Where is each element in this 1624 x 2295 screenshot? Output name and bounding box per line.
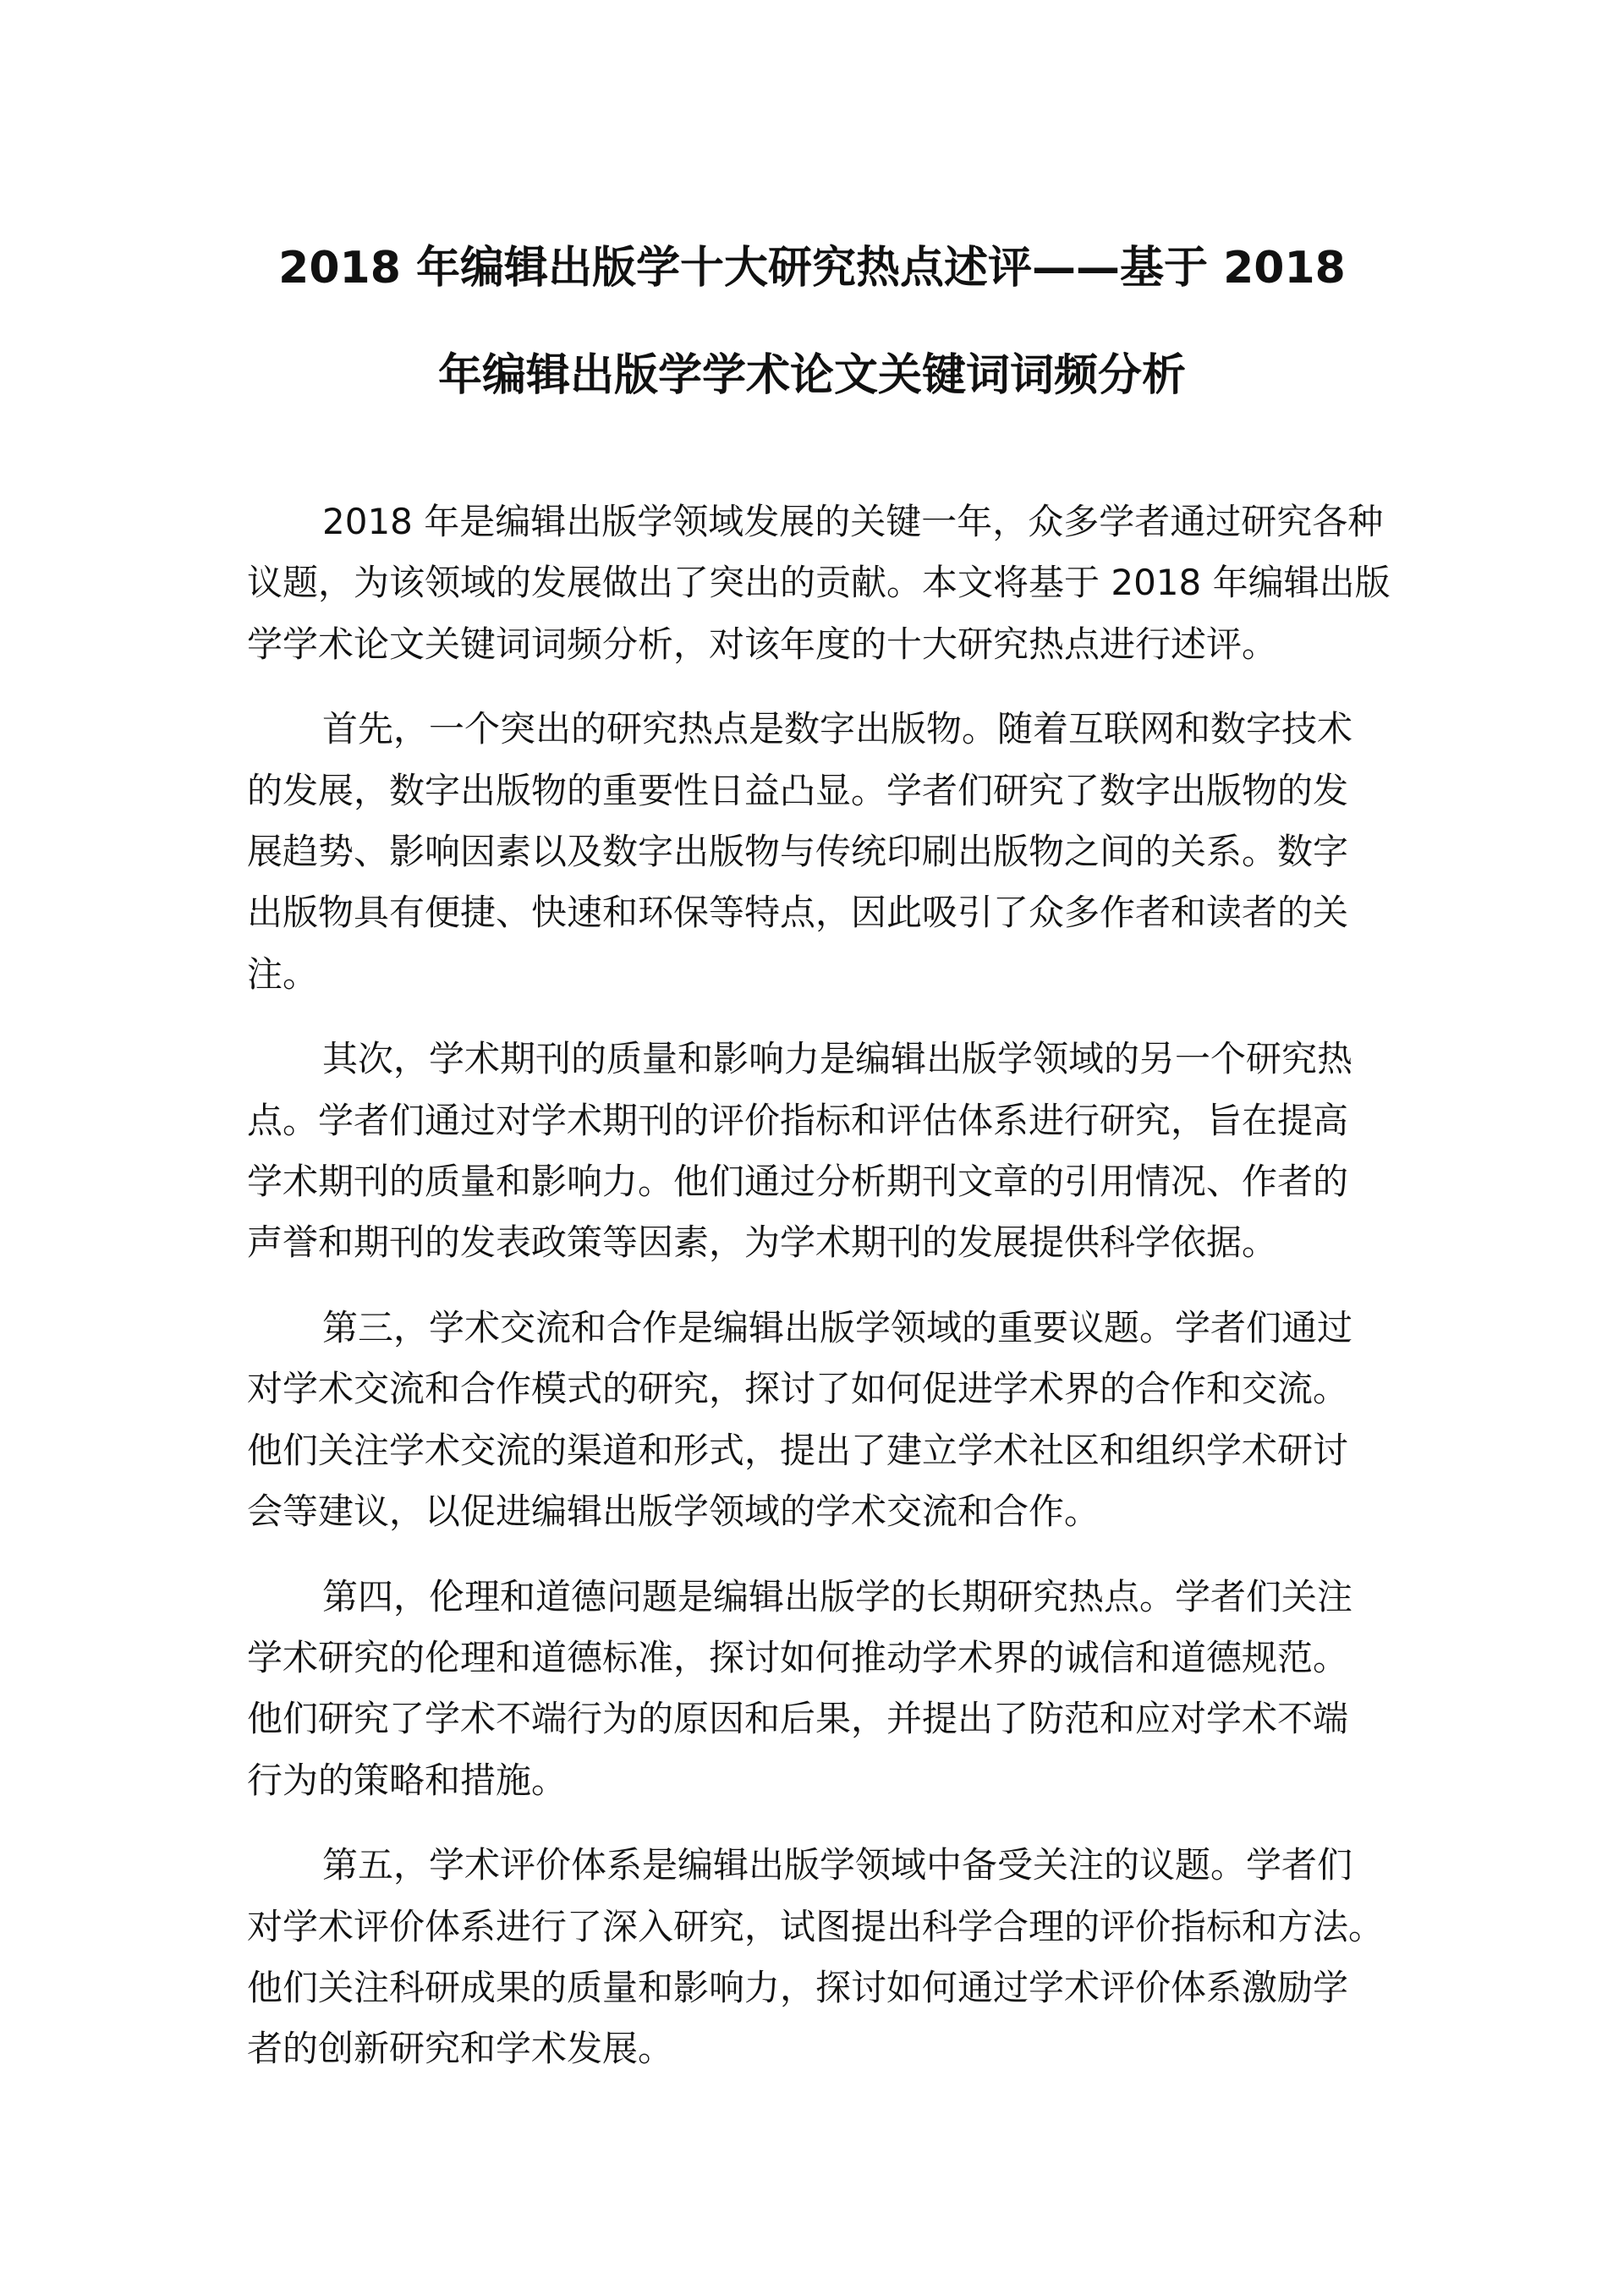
- paragraph-line: 展趋势、影响因素以及数字出版物与传统印刷出版物之间的关系。数字: [247, 830, 1349, 872]
- paragraph-line: 学术研究的伦理和道德标准，探讨如何推动学术界的诚信和道德规范。: [247, 1637, 1349, 1679]
- paragraph: [247, 699, 1431, 1004]
- document-title: [0, 215, 1624, 430]
- paragraph-line: 注。: [247, 953, 319, 995]
- paragraph-line: 第四，伦理和道德问题是编辑出版学的长期研究热点。学者们关注: [322, 1575, 1353, 1617]
- title-line: 2018 年编辑出版学十大研究热点述评——基于 2018: [278, 243, 1346, 294]
- paragraph-line: 他们研究了学术不端行为的原因和后果，并提出了防范和应对学术不端: [247, 1698, 1349, 1740]
- paragraph-line: 对学术交流和合作模式的研究，探讨了如何促进学术界的合作和交流。: [247, 1368, 1349, 1410]
- paragraph-line: 出版物具有便捷、快速和环保等特点，因此吸引了众多作者和读者的关: [247, 892, 1349, 934]
- paragraph-line: 声誉和期刊的发表政策等因素，为学术期刊的发展提供科学依据。: [247, 1222, 1278, 1264]
- paragraph: [247, 1029, 1431, 1273]
- paragraph-line: 会等建议，以促进编辑出版学领域的学术交流和合作。: [247, 1490, 1100, 1532]
- paragraph-line: 对学术评价体系进行了深入研究，试图提出科学合理的评价指标和方法。: [247, 1905, 1385, 1947]
- document-body: [247, 491, 1431, 2104]
- paragraph-line: 2018 年是编辑出版学领域发展的关键一年，众多学者通过研究各种: [322, 501, 1384, 542]
- paragraph-line: 学术期刊的质量和影响力。他们通过分析期刊文章的引用情况、作者的: [247, 1160, 1349, 1202]
- paragraph-line: 行为的策略和措施。: [247, 1759, 568, 1801]
- paragraph-line: 议题，为该领域的发展做出了突出的贡献。本文将基于 2018 年编辑出版: [247, 562, 1391, 604]
- paragraph-line: 他们关注科研成果的质量和影响力，探讨如何通过学术评价体系激励学: [247, 1967, 1349, 2009]
- paragraph-line: 学学术论文关键词词频分析，对该年度的十大研究热点进行述评。: [247, 623, 1278, 665]
- paragraph: [247, 491, 1431, 675]
- paragraph-line: 他们关注学术交流的渠道和形式，提出了建立学术社区和组织学术研讨: [247, 1429, 1349, 1471]
- paragraph-line: 的发展，数字出版物的重要性日益凸显。学者们研究了数字出版物的发: [247, 769, 1349, 811]
- paragraph-line: 第五，学术评价体系是编辑出版学领域中备受关注的议题。学者们: [322, 1844, 1353, 1886]
- paragraph: [247, 1298, 1431, 1542]
- paragraph-line: 第三，学术交流和合作是编辑出版学领域的重要议题。学者们通过: [322, 1307, 1353, 1349]
- paragraph-line: 其次，学术期刊的质量和影响力是编辑出版学领域的另一个研究热: [322, 1038, 1353, 1080]
- paragraph-line: 者的创新研究和学术发展。: [247, 2028, 674, 2070]
- paragraph: [247, 1567, 1431, 1811]
- paragraph-line: 点。学者们通过对学术期刊的评价指标和评估体系进行研究，旨在提高: [247, 1099, 1349, 1141]
- title-line: 年编辑出版学学术论文关键词词频分析: [437, 350, 1186, 401]
- paragraph-line: 首先，一个突出的研究热点是数字出版物。随着互联网和数字技术: [322, 708, 1353, 750]
- paragraph: [247, 1835, 1431, 2079]
